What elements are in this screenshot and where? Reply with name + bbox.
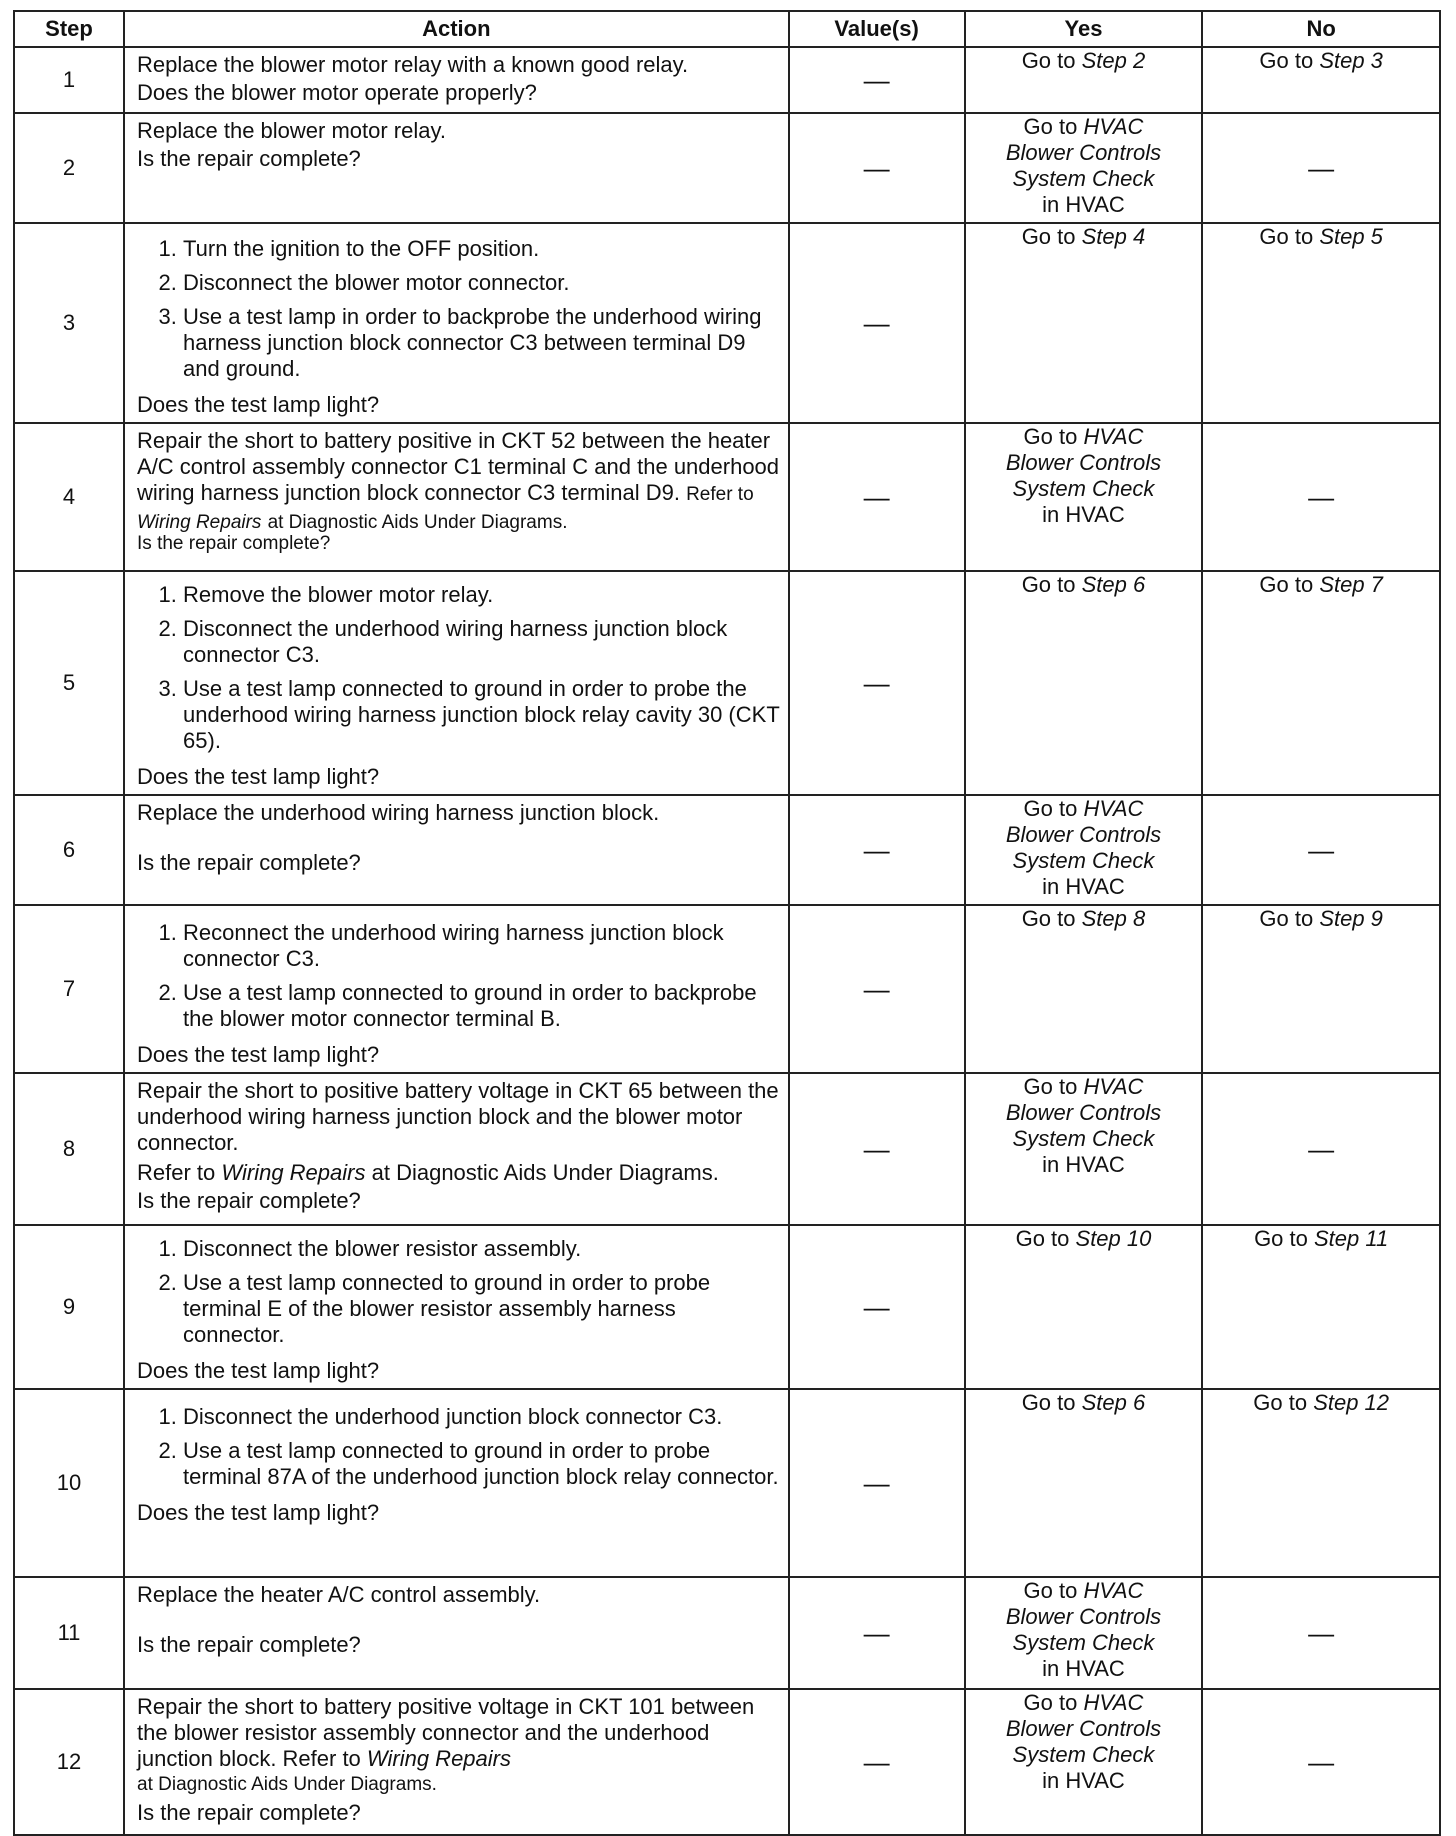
refer-text: Refer to	[137, 1160, 216, 1185]
go-to-text: Go to	[1023, 1578, 1078, 1603]
hvac-ref: Blower Controls	[1005, 450, 1162, 475]
step-number: 8	[14, 1073, 124, 1225]
hvac-ref: Blower Controls	[1005, 140, 1162, 165]
go-to-text: Go to	[1021, 48, 1076, 73]
action-text: Replace the blower motor relay.	[137, 118, 446, 143]
action-text: Repair the short to positive battery voltage in CKT 65 between the underhood wiring harness junction block and the blower motor connector.	[137, 1078, 779, 1155]
action-cell	[124, 223, 789, 423]
no-step-link: Step 12	[1313, 1390, 1390, 1415]
yes-cell	[965, 795, 1203, 905]
go-to-text: Go to	[1023, 1690, 1078, 1715]
value-cell: —	[789, 571, 965, 795]
action-cell	[124, 113, 789, 223]
hvac-ref: HVAC	[1083, 1690, 1144, 1715]
wiring-repairs-ref: Wiring Repairs	[221, 1160, 366, 1185]
no-step-link: Step 7	[1319, 572, 1383, 597]
action-text: Repair the short to battery positive in CKT 52 between the heater A/C control assembly connector C1 terminal C and the underhood wiring harness junction block connector C3 terminal D9.	[137, 428, 780, 505]
refer-text: Refer to	[686, 484, 754, 505]
no-step-link: Step 5	[1319, 224, 1383, 249]
action-cell	[124, 47, 789, 113]
no-step-link: Step 11	[1314, 1226, 1389, 1251]
action-question: Is the repair complete?	[137, 1632, 361, 1657]
hvac-ref: Blower Controls	[1005, 1716, 1162, 1741]
table-row	[14, 423, 1440, 571]
value-cell: —	[789, 423, 965, 571]
hvac-ref: HVAC	[1083, 424, 1144, 449]
action-steps-list	[137, 582, 780, 762]
list-item: 2. Disconnect the blower motor connector.	[183, 270, 780, 296]
aids-text: at Diagnostic Aids Under Diagrams.	[267, 512, 568, 533]
no-cell	[1202, 905, 1440, 1073]
yes-cell	[965, 1577, 1203, 1689]
action-question: Does the test lamp light?	[137, 1358, 380, 1383]
no-cell: —	[1202, 1689, 1440, 1835]
go-to-text: Go to	[1253, 1390, 1308, 1415]
action-cell	[124, 571, 789, 795]
action-question: Is the repair complete?	[137, 1800, 361, 1825]
go-to-text: Go to	[1021, 1390, 1076, 1415]
go-to-text: Go to	[1259, 224, 1314, 249]
step-number: 4	[14, 423, 124, 571]
table-row	[14, 1577, 1440, 1689]
value-cell: —	[789, 1689, 965, 1835]
value-cell: —	[789, 905, 965, 1073]
yes-step-link: Step 2	[1081, 48, 1146, 73]
go-to-text: Go to	[1259, 48, 1314, 73]
aids-text: at Diagnostic Aids Under Diagrams.	[371, 1160, 719, 1185]
action-question: Is the repair complete?	[137, 1188, 361, 1213]
action-cell	[124, 1389, 789, 1577]
action-text: Replace the blower motor relay with a known good relay.	[137, 52, 689, 77]
list-item: 3. Use a test lamp in order to backprobe the underhood wiring harness junction block connector C3 between terminal D9 and ground.	[183, 304, 780, 382]
action-cell	[124, 1073, 789, 1225]
list-item: 2. Use a test lamp connected to ground in order to probe terminal E of the blower resistor assembly harness connector.	[183, 1270, 780, 1348]
hvac-ref: HVAC	[1083, 1578, 1144, 1603]
table-row	[14, 1689, 1440, 1835]
no-cell	[1202, 47, 1440, 113]
action-question: Does the blower motor operate properly?	[137, 80, 537, 105]
header-row	[14, 11, 1440, 47]
hvac-ref: System Check	[1012, 848, 1155, 873]
go-to-text: Go to	[1021, 572, 1076, 597]
go-to-text: Go to	[1254, 1226, 1308, 1251]
list-item: 1. Disconnect the underhood junction block connector C3.	[183, 1404, 780, 1430]
hvac-ref: HVAC	[1083, 1074, 1144, 1099]
no-cell	[1202, 1389, 1440, 1577]
hvac-tail: in HVAC	[1042, 502, 1125, 527]
step-number: 11	[14, 1577, 124, 1689]
list-item: 2. Use a test lamp connected to ground in order to backprobe the blower motor connector terminal B.	[183, 980, 780, 1032]
list-item: 2. Disconnect the underhood wiring harness junction block connector C3.	[183, 616, 780, 668]
header-values: Value(s)	[789, 11, 965, 47]
go-to-text: Go to	[1259, 906, 1314, 931]
action-cell	[124, 905, 789, 1073]
value-cell: —	[789, 47, 965, 113]
table-row	[14, 1389, 1440, 1577]
action-cell	[124, 1577, 789, 1689]
yes-cell	[965, 423, 1203, 571]
no-cell	[1202, 1225, 1440, 1389]
hvac-tail: in HVAC	[1042, 874, 1125, 899]
action-cell	[124, 423, 789, 571]
yes-step-link: Step 8	[1081, 906, 1146, 931]
no-cell	[1202, 223, 1440, 423]
hvac-tail: in HVAC	[1042, 1768, 1125, 1793]
no-cell: —	[1202, 423, 1440, 571]
value-cell: —	[789, 113, 965, 223]
yes-cell	[965, 1389, 1203, 1577]
action-cell	[124, 795, 789, 905]
action-question: Does the test lamp light?	[137, 392, 380, 417]
action-steps-list	[137, 236, 780, 390]
go-to-text: Go to	[1023, 1074, 1078, 1099]
hvac-ref: System Check	[1012, 1126, 1155, 1151]
no-step-link: Step 9	[1319, 906, 1383, 931]
list-item: 2. Use a test lamp connected to ground in order to probe terminal 87A of the underhood junction block relay connector.	[183, 1438, 780, 1490]
action-cell	[124, 1225, 789, 1389]
no-cell: —	[1202, 795, 1440, 905]
no-step-link: Step 3	[1319, 48, 1383, 73]
action-question: Is the repair complete?	[137, 533, 331, 554]
go-to-text: Go to	[1021, 906, 1076, 931]
action-cell	[124, 1689, 789, 1835]
hvac-ref: Blower Controls	[1005, 822, 1162, 847]
step-number: 2	[14, 113, 124, 223]
wiring-repairs-ref: Wiring Repairs	[137, 512, 262, 533]
no-cell: —	[1202, 113, 1440, 223]
table-row	[14, 47, 1440, 113]
yes-step-link: Step 6	[1081, 1390, 1146, 1415]
yes-cell	[965, 223, 1203, 423]
diagnostic-table	[13, 10, 1441, 1836]
table-row	[14, 905, 1440, 1073]
action-text: Repair the short to battery positive voltage in CKT 101 between the blower resistor assembly connector and the underhood junction block. Refer to	[137, 1694, 755, 1771]
step-number: 9	[14, 1225, 124, 1389]
step-number: 5	[14, 571, 124, 795]
go-to-text: Go to	[1023, 424, 1078, 449]
yes-cell	[965, 47, 1203, 113]
action-question: Is the repair complete?	[137, 146, 361, 171]
step-number: 3	[14, 223, 124, 423]
action-text: Replace the underhood wiring harness junction block.	[137, 800, 660, 825]
action-question: Does the test lamp light?	[137, 1500, 380, 1525]
yes-cell	[965, 113, 1203, 223]
value-cell: —	[789, 223, 965, 423]
hvac-ref: System Check	[1012, 1742, 1155, 1767]
no-cell: —	[1202, 1073, 1440, 1225]
action-steps-list	[137, 920, 780, 1040]
yes-cell	[965, 1073, 1203, 1225]
header-action: Action	[124, 11, 789, 47]
hvac-tail: in HVAC	[1042, 1152, 1125, 1177]
step-number: 10	[14, 1389, 124, 1577]
table-row	[14, 795, 1440, 905]
no-cell	[1202, 571, 1440, 795]
step-number: 6	[14, 795, 124, 905]
value-cell: —	[789, 1073, 965, 1225]
go-to-text: Go to	[1015, 1226, 1070, 1251]
yes-cell	[965, 905, 1203, 1073]
action-question: Does the test lamp light?	[137, 764, 380, 789]
action-question: Is the repair complete?	[137, 850, 361, 875]
yes-cell	[965, 1689, 1203, 1835]
step-number: 12	[14, 1689, 124, 1835]
list-item: 1. Disconnect the blower resistor assembly.	[183, 1236, 780, 1262]
value-cell: —	[789, 795, 965, 905]
wiring-repairs-ref: Wiring Repairs	[366, 1746, 511, 1771]
action-steps-list	[137, 1236, 780, 1356]
step-number: 7	[14, 905, 124, 1073]
go-to-text: Go to	[1023, 114, 1078, 139]
yes-step-link: Step 10	[1075, 1226, 1152, 1251]
yes-step-link: Step 4	[1081, 224, 1146, 249]
table-row	[14, 1225, 1440, 1389]
hvac-ref: Blower Controls	[1005, 1604, 1162, 1629]
header-step: Step	[14, 11, 124, 47]
list-item: 1. Remove the blower motor relay.	[183, 582, 780, 608]
hvac-tail: in HVAC	[1042, 1656, 1125, 1681]
aids-text: at Diagnostic Aids Under Diagrams.	[137, 1774, 437, 1795]
action-steps-list	[137, 1404, 780, 1498]
table-row	[14, 113, 1440, 223]
go-to-text: Go to	[1259, 572, 1314, 597]
action-text: Replace the heater A/C control assembly.	[137, 1582, 541, 1607]
list-item: 1. Reconnect the underhood wiring harness junction block connector C3.	[183, 920, 780, 972]
yes-step-link: Step 6	[1081, 572, 1146, 597]
hvac-tail: in HVAC	[1042, 192, 1125, 217]
table-row	[14, 223, 1440, 423]
hvac-ref: System Check	[1012, 166, 1155, 191]
no-cell: —	[1202, 1577, 1440, 1689]
go-to-text: Go to	[1021, 224, 1076, 249]
table-row	[14, 1073, 1440, 1225]
value-cell: —	[789, 1577, 965, 1689]
diagnostic-table-container	[13, 10, 1441, 1836]
hvac-ref: HVAC	[1083, 796, 1144, 821]
hvac-ref: System Check	[1012, 1630, 1155, 1655]
yes-cell	[965, 571, 1203, 795]
header-no: No	[1202, 11, 1440, 47]
list-item: 1. Turn the ignition to the OFF position.	[183, 236, 780, 262]
go-to-text: Go to	[1023, 796, 1078, 821]
action-question: Does the test lamp light?	[137, 1042, 380, 1067]
yes-cell	[965, 1225, 1203, 1389]
hvac-ref: Blower Controls	[1005, 1100, 1162, 1125]
value-cell: —	[789, 1225, 965, 1389]
hvac-ref: System Check	[1012, 476, 1155, 501]
list-item: 3. Use a test lamp connected to ground in order to probe the underhood wiring harness junction block relay cavity 30 (CKT 65).	[183, 676, 780, 754]
table-row	[14, 571, 1440, 795]
header-yes: Yes	[965, 11, 1203, 47]
value-cell: —	[789, 1389, 965, 1577]
hvac-ref: HVAC	[1083, 114, 1144, 139]
step-number: 1	[14, 47, 124, 113]
